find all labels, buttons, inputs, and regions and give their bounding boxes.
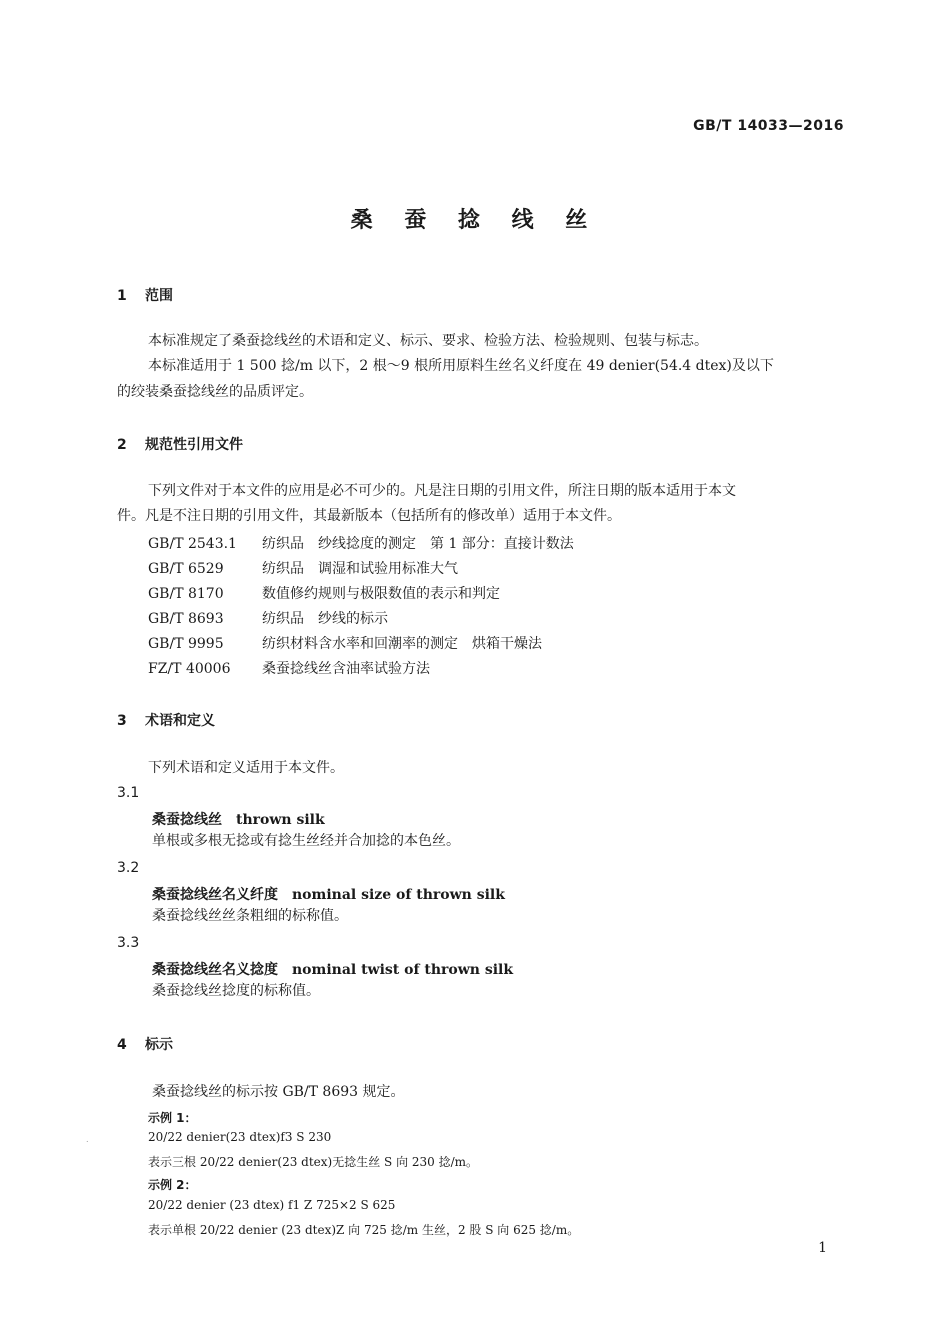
term-heading [152,809,325,829]
reference-code: FZ/T 40006 [148,661,231,677]
marking-intro: 桑蚕捻线丝的标示按 GB/T 8693 规定。 [152,1084,405,1100]
term-en: nominal twist of thrown silk [292,962,514,978]
reference-title: 纺织品 纱线的标示 [262,611,388,627]
term-heading [152,959,513,979]
scope-paragraph-1: 本标准规定了桑蚕捻线丝的术语和定义、标示、要求、检验方法、检验规则、包装与标志。 [148,333,708,349]
example-code: 20/22 denier(23 dtex)f3 S 230 [148,1130,332,1144]
reference-code: GB/T 9995 [148,636,224,652]
section-title: 术语和定义 [145,713,215,729]
term-zh: 桑蚕捻线丝名义纤度 [152,887,278,903]
example-label: 示例 1： [148,1111,197,1125]
reference-item [148,558,458,578]
terms-intro: 下列术语和定义适用于本文件。 [148,760,344,776]
page-number: 1 [818,1240,827,1256]
reference-code: GB/T 8693 [148,611,224,627]
section-number: 3 [117,713,127,729]
reference-item [148,633,542,653]
reference-code: GB/T 8170 [148,586,224,602]
reference-item [148,583,500,603]
term-definition: 桑蚕捻线丝丝条粗细的标称值。 [152,908,348,924]
term-heading [152,884,505,904]
term-number: 3.1 [117,785,140,801]
normative-intro-1: 下列文件对于本文件的应用是必不可少的。凡是注日期的引用文件，所注日期的版本适用于本文 [148,483,736,499]
term-definition: 单根或多根无捻或有捻生丝经并合加捻的本色丝。 [152,833,460,849]
reference-code: GB/T 2543.1 [148,536,237,552]
example-explanation: 表示三根 20/22 denier(23 dtex)无捻生丝 S 向 230 捻/m。 [148,1155,479,1169]
example-label: 示例 2： [148,1178,197,1192]
term-zh: 桑蚕捻线丝名义捻度 [152,962,278,978]
term-number: 3.3 [117,935,140,951]
scope-paragraph-2: 本标准适用于 1 500 捻/m 以下，2 根～9 根所用原料生丝名义纤度在 49 denier(54.4 dtex)及以下 [148,358,774,374]
standard-code: GB/T 14033—2016 [693,118,844,134]
normative-intro-2: 件。凡是不注日期的引用文件，其最新版本（包括所有的修改单）适用于本文件。 [117,508,621,524]
section-number: 1 [117,288,127,304]
section-number: 2 [117,437,127,453]
term-number: 3.2 [117,860,140,876]
reference-item [148,533,574,553]
section-1-heading [117,285,173,305]
section-2-heading [117,434,243,454]
document-title: 桑 蚕 捻 线 丝 [350,208,600,233]
reference-item [148,658,430,678]
reference-title: 数值修约规则与极限数值的表示和判定 [262,586,500,602]
reference-title: 纺织材料含水率和回潮率的测定 烘箱干燥法 [262,636,542,652]
term-zh: 桑蚕捻线丝 [152,812,222,828]
section-title: 标示 [145,1037,173,1053]
reference-title: 纺织品 纱线捻度的测定 第 1 部分：直接计数法 [262,536,574,552]
section-title: 范围 [145,288,173,304]
reference-title: 纺织品 调湿和试验用标准大气 [262,561,458,577]
section-number: 4 [117,1037,127,1053]
example-code: 20/22 denier (23 dtex) f1 Z 725×2 S 625 [148,1198,396,1212]
term-en: thrown silk [236,812,325,828]
reference-item [148,608,388,628]
margin-mark: . [86,1135,89,1144]
scope-paragraph-2-cont: 的绞装桑蚕捻线丝的品质评定。 [117,384,313,400]
section-3-heading [117,710,215,730]
reference-code: GB/T 6529 [148,561,224,577]
reference-title: 桑蚕捻线丝含油率试验方法 [262,661,430,677]
example-explanation: 表示单根 20/22 denier (23 dtex)Z 向 725 捻/m 生丝，2 股 S 向 625 捻/m。 [148,1223,580,1237]
section-4-heading [117,1034,173,1054]
term-en: nominal size of thrown silk [292,887,505,903]
section-title: 规范性引用文件 [145,437,243,453]
term-definition: 桑蚕捻线丝捻度的标称值。 [152,983,320,999]
